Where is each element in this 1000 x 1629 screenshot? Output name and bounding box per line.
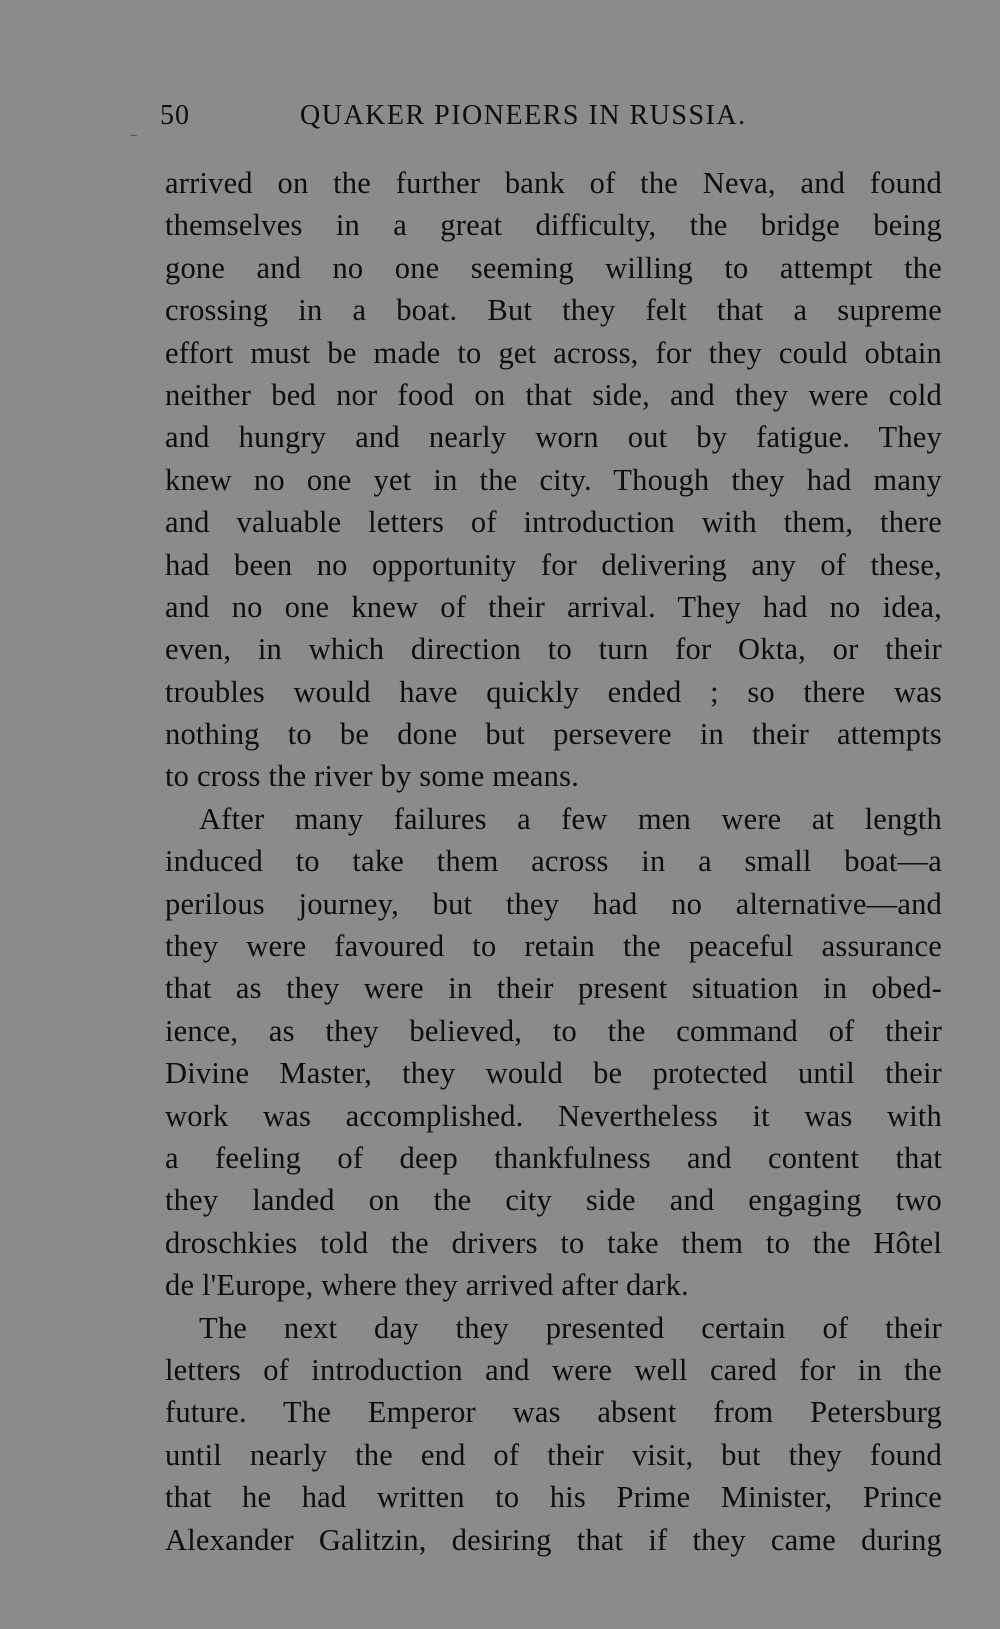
text-line: and no one knew of their arrival. They had no idea, bbox=[165, 589, 942, 624]
text-line: that he had written to his Prime Minister, Prince bbox=[165, 1480, 942, 1515]
text-line: nothing to be done but persevere in their attempts bbox=[165, 717, 942, 752]
margin-mark bbox=[131, 135, 137, 136]
text-line: arrived on the further bank of the Neva, and found bbox=[165, 166, 942, 200]
text-line: Divine Master, they would be protected until their bbox=[165, 1056, 942, 1091]
text-line: letters of introduction and were well cared for in the bbox=[165, 1352, 942, 1387]
text-line: a feeling of deep thankfulness and content that bbox=[165, 1140, 942, 1175]
body-text bbox=[165, 162, 942, 1561]
text-line: to cross the river by some means. bbox=[165, 759, 580, 794]
text-line: troubles would have quickly ended ; so there was bbox=[165, 674, 942, 709]
text-line: they landed on the city side and engaging two bbox=[165, 1183, 942, 1218]
text-line: and valuable letters of introduction with them, there bbox=[165, 505, 942, 540]
text-line: perilous journey, but they had no alternative—and bbox=[165, 886, 942, 921]
text-line: that as they were in their present situation in obed- bbox=[165, 971, 942, 1006]
text-line: induced to take them across in a small boat—a bbox=[165, 844, 942, 879]
text-line: de l'Europe, where they arrived after dark. bbox=[165, 1268, 689, 1303]
text-line: themselves in a great difficulty, the bridge being bbox=[165, 208, 942, 243]
text-line: neither bed nor food on that side, and they were cold bbox=[165, 377, 942, 412]
page-number: 50 bbox=[160, 100, 190, 131]
text-line: Alexander Galitzin, desiring that if they came during bbox=[165, 1522, 942, 1557]
text-line: and hungry and nearly worn out by fatigue. They bbox=[165, 420, 942, 455]
text-line: effort must be made to get across, for they could obtain bbox=[165, 335, 942, 370]
text-line: After many failures a few men were at length bbox=[199, 801, 942, 836]
text-line: had been no opportunity for delivering any of these, bbox=[165, 547, 942, 582]
text-line: droschkies told the drivers to take them to the Hôtel bbox=[165, 1225, 942, 1260]
text-line: they were favoured to retain the peaceful assurance bbox=[165, 929, 942, 964]
text-line: The next day they presented certain of their bbox=[199, 1310, 942, 1345]
text-line: ience, as they believed, to the command of their bbox=[165, 1013, 942, 1048]
text-line: future. The Emperor was absent from Petersburg bbox=[165, 1395, 942, 1430]
text-line: gone and no one seeming willing to attempt the bbox=[165, 250, 942, 285]
text-line: work was accomplished. Nevertheless it was with bbox=[165, 1098, 942, 1133]
text-line: until nearly the end of their visit, but they found bbox=[165, 1437, 942, 1472]
running-title: QUAKER PIONEERS IN RUSSIA. bbox=[300, 100, 747, 131]
text-line: crossing in a boat. But they felt that a supreme bbox=[165, 293, 942, 328]
text-line: even, in which direction to turn for Okta, or their bbox=[165, 632, 942, 667]
running-head bbox=[160, 100, 800, 140]
text-line: knew no one yet in the city. Though they had many bbox=[165, 462, 942, 497]
